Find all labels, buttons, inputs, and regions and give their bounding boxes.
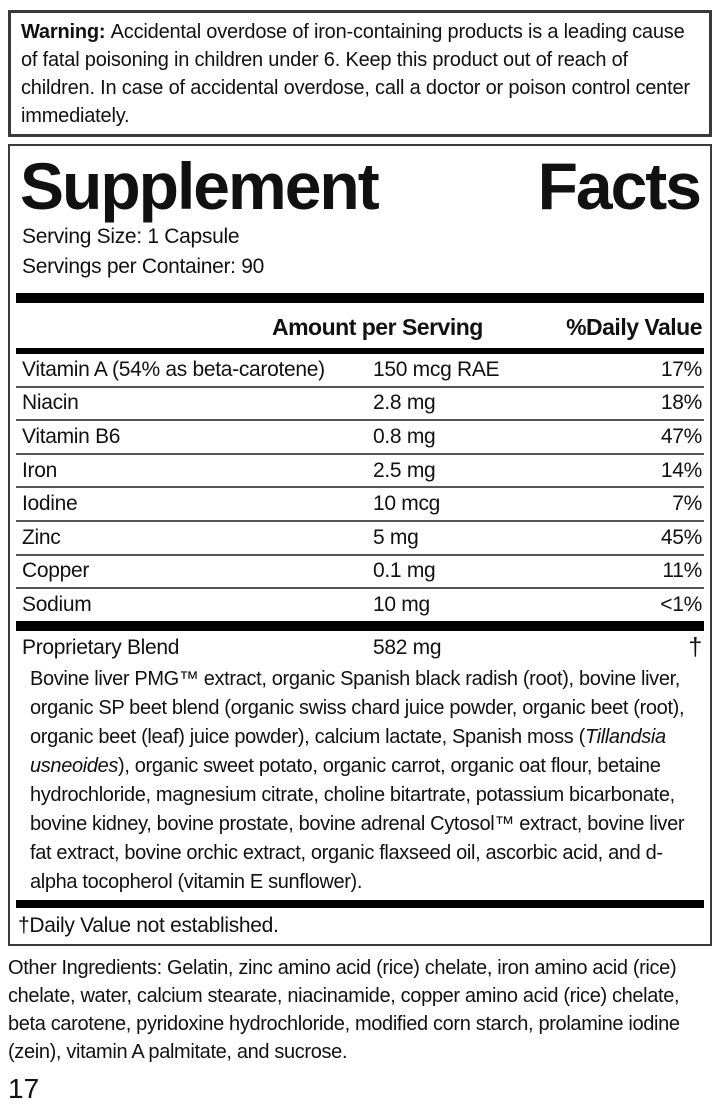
- proprietary-blend-row: [16, 631, 704, 665]
- page-number: 17: [8, 1073, 40, 1104]
- nutrient-row: [16, 421, 704, 455]
- title-word-supplement: Supplement: [20, 149, 378, 223]
- nutrient-daily-value: 17%: [660, 357, 702, 381]
- nutrient-daily-value: 14%: [660, 458, 702, 482]
- nutrient-name: Iodine: [22, 492, 78, 516]
- supplement-facts-panel: [8, 144, 712, 946]
- proprietary-blend-amount: 582 mg: [373, 635, 442, 659]
- thick-divider-top: [16, 293, 704, 303]
- thick-divider-footnote: [16, 900, 704, 908]
- proprietary-blend-name: Proprietary Blend: [22, 635, 180, 659]
- title-word-facts: Facts: [537, 149, 700, 223]
- nutrient-row: [16, 589, 704, 621]
- servings-per-container: Servings per Container: 90: [22, 255, 265, 278]
- nutrient-row: [16, 522, 704, 556]
- nutrient-amount: 10 mg: [373, 592, 430, 616]
- nutrient-name: Sodium: [22, 592, 92, 616]
- nutrient-amount: 5 mg: [373, 525, 419, 549]
- nutrient-name: Copper: [22, 559, 90, 583]
- proprietary-blend-dagger: †: [688, 633, 702, 662]
- amount-per-serving-header: Amount per Serving: [272, 314, 483, 340]
- daily-value-header: %Daily Value: [566, 314, 702, 340]
- nutrient-daily-value: <1%: [660, 592, 702, 616]
- nutrient-daily-value: 47%: [660, 424, 702, 448]
- nutrient-amount: 2.8 mg: [373, 391, 436, 415]
- nutrient-daily-value: 18%: [660, 391, 702, 415]
- warning-box: [8, 10, 712, 137]
- thick-divider-blend: [16, 621, 704, 631]
- nutrient-row: [16, 354, 704, 388]
- nutrient-row: [16, 556, 704, 590]
- nutrient-daily-value: 7%: [672, 492, 702, 516]
- nutrient-name: Vitamin B6: [22, 424, 121, 448]
- nutrient-row: [16, 455, 704, 489]
- panel-title: [16, 149, 704, 223]
- nutrient-amount: 2.5 mg: [373, 458, 436, 482]
- daily-value-footnote: †Daily Value not established.: [18, 913, 279, 937]
- nutrient-amount: 0.1 mg: [373, 559, 436, 583]
- nutrient-daily-value: 45%: [660, 525, 702, 549]
- nutrient-row: [16, 488, 704, 522]
- column-headers: [16, 303, 704, 348]
- other-ingredients: Other Ingredients: Gelatin, zinc amino acid (rice) chelate, iron amino acid (rice) chelate, water, calcium stearate, niacinamide, copper amino acid (rice) chelate, beta carotene, pyridoxine hydrochloride, modified corn starch, prolamine iodine (zein), vitamin A palmitate, and sucrose.: [8, 957, 680, 1063]
- blend-description: Bovine liver PMG™ extract, organic Spanish black radish (root), bovine liver, organic SP beet blend (organic swiss chard juice powder, organic beet (root), organic beet (leaf) juice powder), calcium lactate, Spanish moss (Tillandsia usneoides), organic sweet potato, organic carrot, organic oat flour, betaine hydrochloride, magnesium citrate, choline bitartrate, potassium bicarbonate, bovine kidney, bovine prostate, bovine adrenal Cytosol™ extract, bovine liver fat extract, bovine orchic extract, organic flaxseed oil, ascorbic acid, and d-alpha tocopherol (vitamin E sunflower).: [30, 667, 685, 893]
- nutrient-row: [16, 388, 704, 422]
- nutrient-amount: 0.8 mg: [373, 424, 436, 448]
- nutrient-amount: 10 mcg: [373, 492, 441, 516]
- nutrient-daily-value: 11%: [662, 559, 702, 583]
- nutrient-name: Vitamin A (54% as beta-carotene): [22, 357, 325, 381]
- nutrient-table: [16, 354, 704, 621]
- warning-text: Warning: Accidental overdose of iron-containing products is a leading cause of fatal poisoning in children under 6. Keep this product out of reach of children. In case of accidental overdose, call a doctor or poison control center immediately.: [21, 21, 690, 127]
- nutrient-name: Iron: [22, 458, 57, 482]
- nutrient-name: Zinc: [22, 525, 61, 549]
- nutrient-amount: 150 mcg RAE: [373, 357, 500, 381]
- serving-size: Serving Size: 1 Capsule: [22, 225, 240, 248]
- nutrient-name: Niacin: [22, 391, 79, 415]
